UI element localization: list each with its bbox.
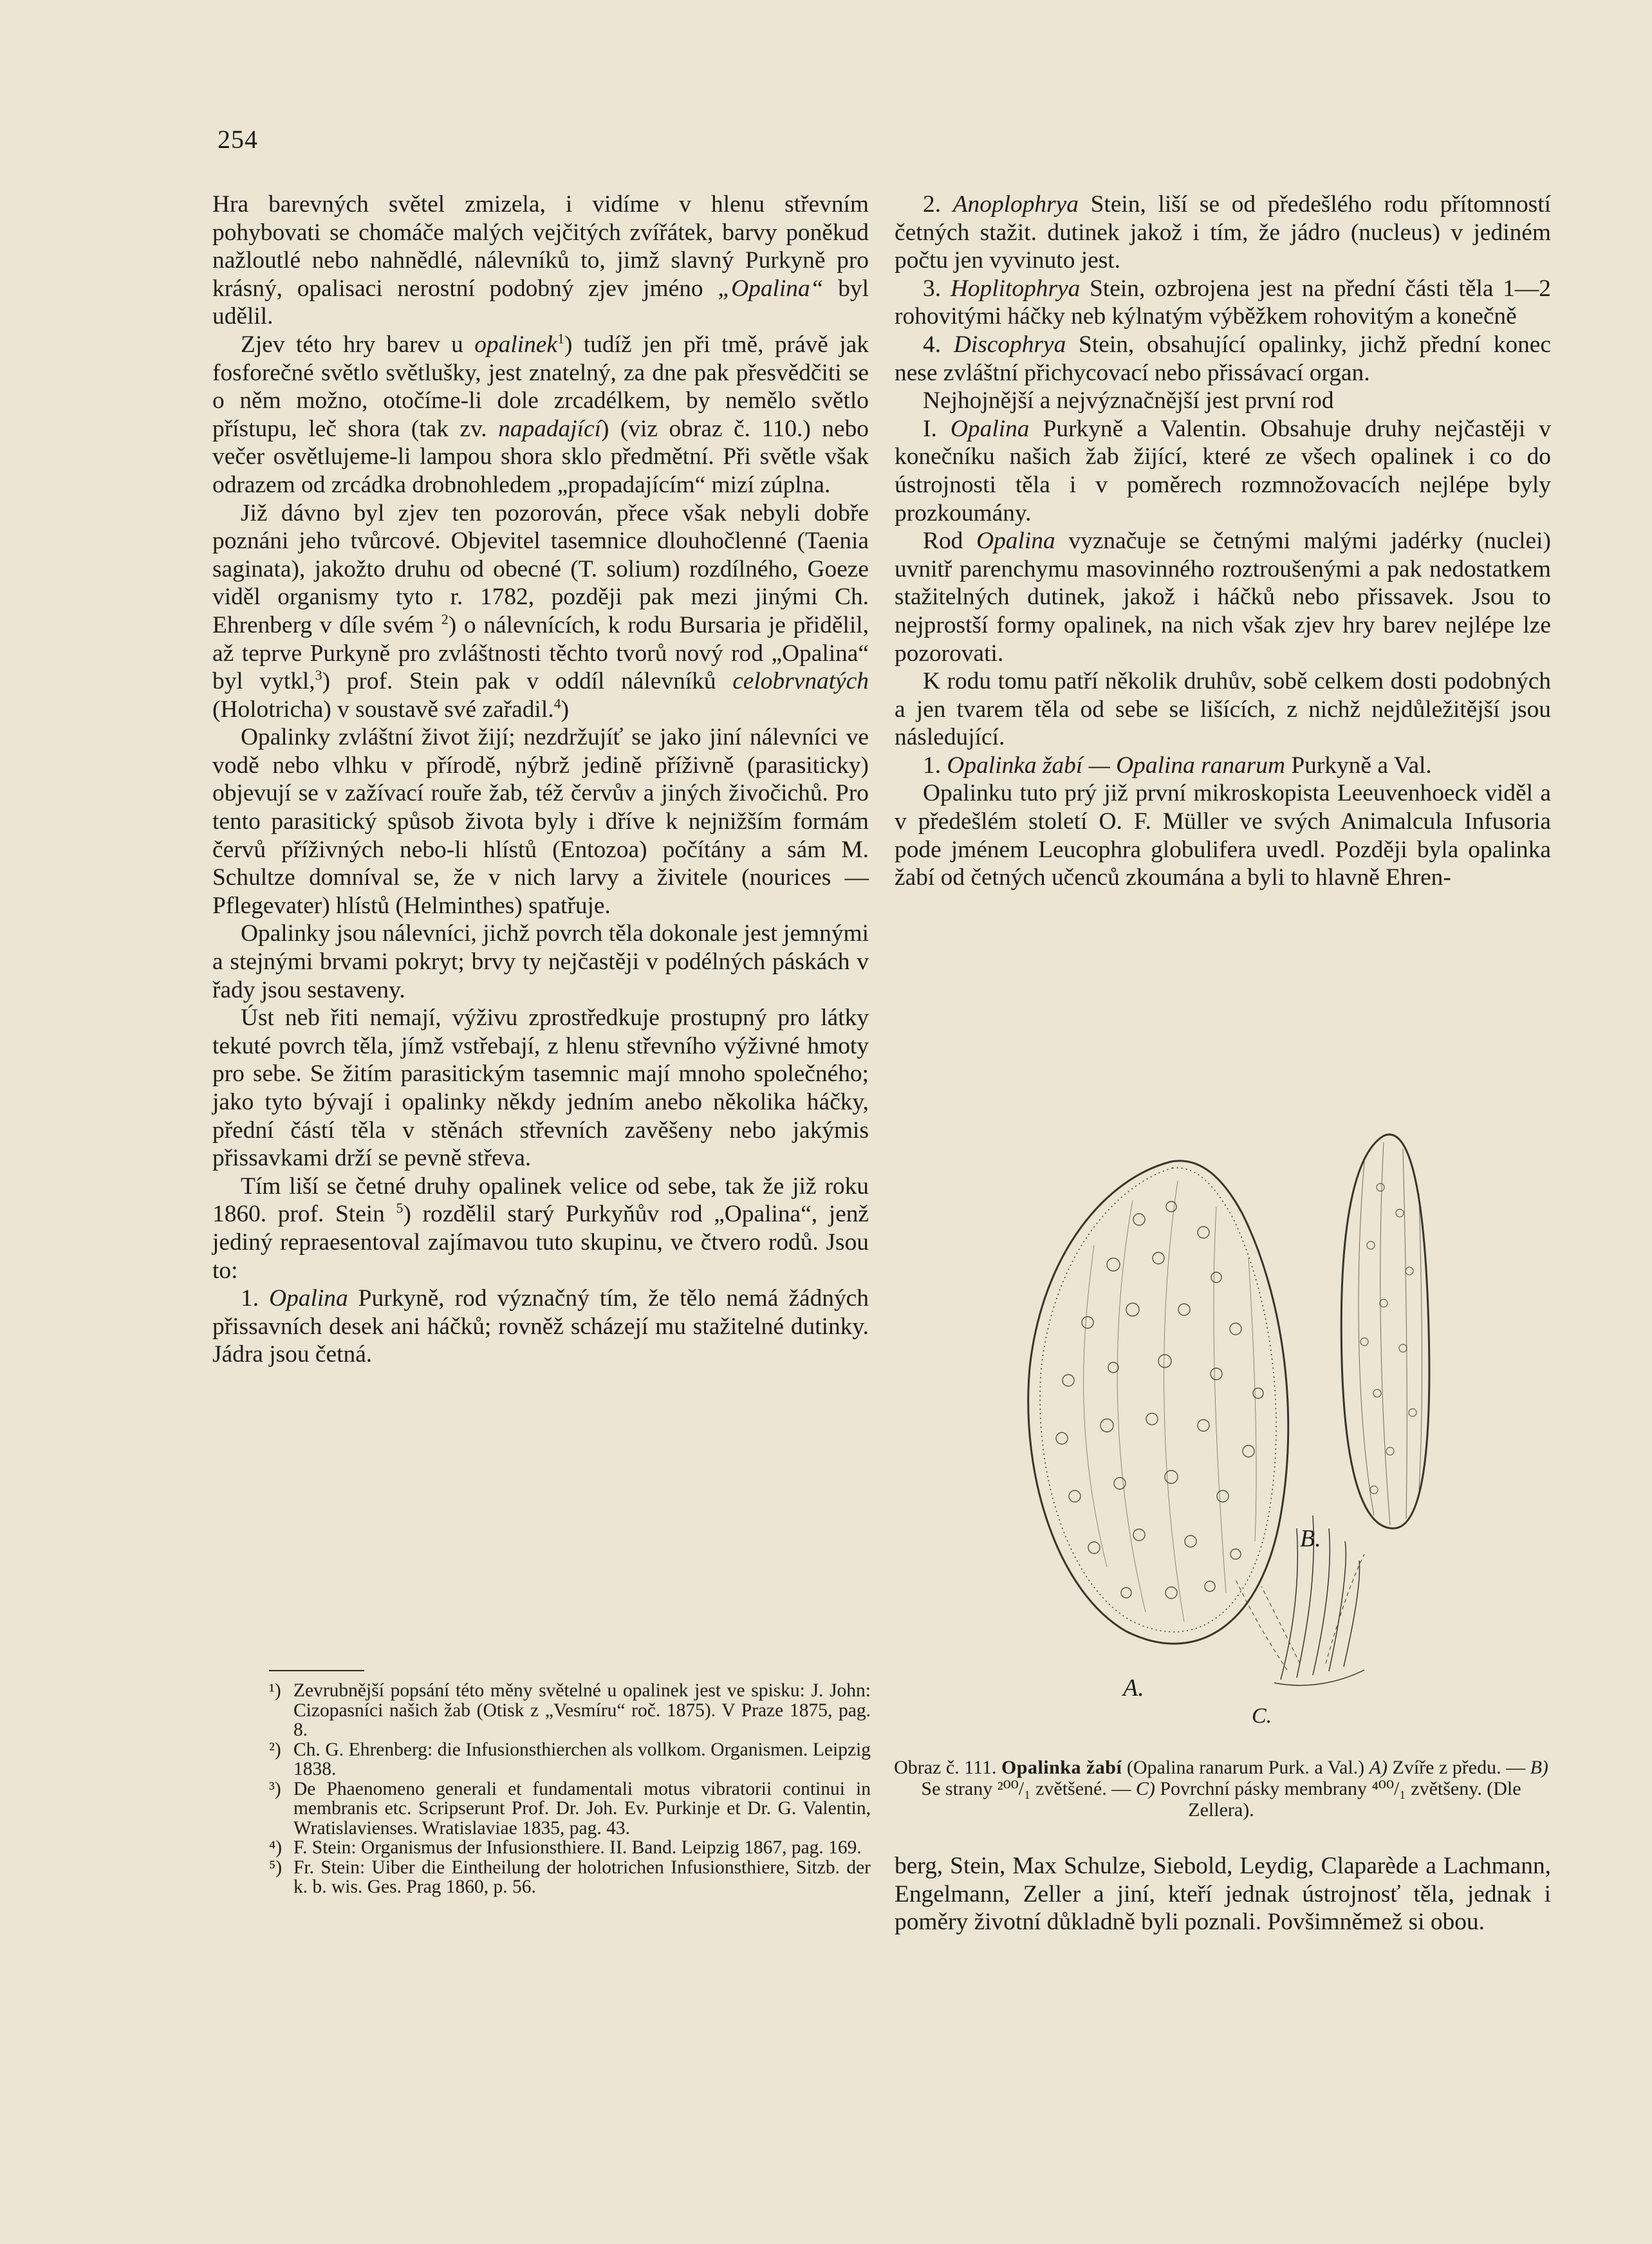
footnotes bbox=[269, 1681, 871, 1897]
figure-a-body bbox=[1028, 1161, 1288, 1644]
paragraph: 1. Opalina Purkyně, rod význačný tím, že tělo nemá žádných přissavních desek ani háčků; rovněž scházejí mu stažitelné dutinky. Jádra jsou četná. bbox=[212, 1285, 869, 1368]
paragraph: Rod Opalina vyznačuje se četnými malými jadérky (nuclei) uvnitř parenchymu masovinného roztroušenými a pak nedostatkem stažitelných dutinek, jakož i háčků nebo přissavek. Jsou to nejprostší formy opalinek, na nich však zjev hry barev nejlépe lze pozorovati. bbox=[895, 528, 1551, 667]
paragraph: Nejhojnější a nejvýznačnější jest první rod bbox=[923, 387, 1334, 414]
paragraph: 1. Opalinka žabí — Opalina ranarum Purkyně a Val. bbox=[923, 752, 1432, 779]
paragraph: Úst neb řiti nemají, výživu zprostředkuje prostupný pro látky tekuté povrch těla, jímž vstřebají, z hlenu střevního výživné hmoty pro sebe. Se žitím parasitickým tasemnic mají mnoho společného; jako tyto bývají i opalinky někdy jedním anebo několika háčky, přední částí těla v stěnách střevních zavěšeny nebo jakýmis přissavkami drží se pevně střeva. bbox=[212, 1005, 869, 1172]
paragraph: Tím liší se četné druhy opalinek velice od sebe, tak že již roku 1860. prof. Stein $^5$) rozdělil starý Purkyňův rod „Opalina“, jenž jediný repraesentoval zajímavou tuto skupinu, ve čtvero rodů. Jsou to: bbox=[212, 1173, 869, 1284]
figure-label-c: C. bbox=[1252, 1704, 1272, 1728]
paragraph: Hra barevných světel zmizela, i vidíme v hlenu střevním pohybovati se chomáče malých vejčitých zvířátek, barvy poněkud nažloutlé nebo nahnědlé, nálevníků to, jimž slavný Purkyně pro krásný, opalisaci nerostní podobný zjev jméno „Opalina“ byl udělil. bbox=[212, 191, 869, 330]
right-column bbox=[895, 190, 1551, 892]
paragraph: berg, Stein, Max Schulze, Siebold, Leydig, Claparède a Lachmann, Engelmann, Zeller a jiní, kteří jednak ústrojnosť těla, jednak i poměry životní důkladně byli poznali. Povšimněmež si obou. bbox=[895, 1853, 1551, 1936]
footnote: ¹) Zevrubnější popsání této měny světelné u opalinek jest ve spisku: J. John: Cizopasníci našich žab (Otisk z „Vesmíru“ roč. 1875). V Praze 1875, pag. 8. bbox=[269, 1680, 871, 1740]
footnote: ⁴) F. Stein: Organismus der Infusionsthiere. II. Band. Leipzig 1867, pag. 169. bbox=[269, 1837, 862, 1858]
paragraph: 2. Anoplophrya Stein, liší se od předešlého rodu přítomností četných stažit. dutinek jakož i tím, že jádro (nucleus) v jediném počtu jen vyvinuto jest. bbox=[895, 191, 1551, 274]
figure-label-b: B. bbox=[1300, 1525, 1321, 1552]
opalina-figure bbox=[1004, 1117, 1557, 1728]
paragraph: K rodu tomu patří několik druhův, sobě celkem dosti podobných a jen tvarem těla od sebe se lišících, z nichž nejdůležitější jsou následující. bbox=[895, 668, 1551, 751]
paragraph: Opalinky jsou nálevníci, jichž povrch těla dokonale jest jemnými a stejnými brvami pokryt; brvy ty nejčastěji v podélných páskách v řady jsou sestaveny. bbox=[212, 920, 869, 1003]
figure-caption: Obraz č. 111. Opalinka žabí (Opalina ranarum Purk. a Val.) A) Zvíře z předu. — B) Se strany ²⁰⁰/₁ zvětšené. — C) Povrchní pásky membrany ⁴⁰⁰/₁ zvětšeny. (Dle Zellera). bbox=[894, 1757, 1548, 1821]
footnote: ²) Ch. G. Ehrenberg: die Infusionsthierchen als vollkom. Organismen. Leipzig 1838. bbox=[269, 1739, 871, 1779]
footnote: ⁵) Fr. Stein: Uiber die Eintheilung der holotrichen Infusionsthiere, Sitzb. der k. b. wis. Ges. Prag 1860, p. 56. bbox=[269, 1857, 871, 1897]
paragraph: I. Opalina Purkyně a Valentin. Obsahuje druhy nejčastěji v konečníku našich žab žijící, které ze všech opalinek i co do ústrojnosti těla i v poměrech rozmnožovacích nejlépe byly prozkoumány. bbox=[895, 415, 1551, 526]
figure-b-body bbox=[1341, 1135, 1429, 1528]
paragraph: Opalinky zvláštní život žijí; nezdržujíť se jako jiní nálevníci ve vodě nebo vlhku v přírodě, nýbrž jedině příživně (parasiticky) objevují se v zažívací rouře žab, též červův a jiných živočichů. Pro tento parasitický spůsob života byly i dříve k nejnižším formám červů příživných nebo-li hlístů (Entozoa) počítány a sám M. Schultze domníval se, že v nich larvy a živitele (nourices — Pflegevater) hlístů (Helminthes) spatřuje. bbox=[212, 724, 869, 919]
paragraph: Opalinku tuto prý již první mikroskopista Leeuvenhoeck viděl a v předešlém století O. F. Müller ve svých Animalcula Infusoria pode jménem Leucophra globulifera uvedl. Později byla opalinka žabí od četných učenců zkoumána a byli to hlavně Ehren- bbox=[895, 780, 1551, 891]
paragraph: Zjev této hry barev u opalinek$^1$) tudíž jen při tmě, právě jak fosforečné světlo světlušky, jest znatelný, za dne pak přesvědčiti se o něm možno, otočíme-li dole zrcadélkem, by nemělo světlo přístupu, leč shora (tak zv. napadající) (viz obraz č. 110.) nebo večer osvětlujeme-li lampou shora sklo předmětní. Při světle však odrazem od zrcádka drobnohledem „propadajícím“ mizí zúplna. bbox=[212, 330, 869, 498]
left-column bbox=[212, 190, 869, 1369]
paragraph: 3. Hoplitophrya Stein, ozbrojena jest na přední části těla 1—2 rohovitými háčky neb kýlnatým výběžkem rohovitým a konečně bbox=[895, 275, 1551, 330]
footnote: ³) De Phaenomeno generali et fundamentali motus vibratorii continui in membranis etc. Scripserunt Prof. Dr. Joh. Ev. Purkinje et Dr. G. Valentin, Wratislavienses. Wratislaviae 1835, pag. 43. bbox=[269, 1778, 871, 1839]
right-column-continuation bbox=[895, 1852, 1551, 1936]
paragraph: Již dávno byl zjev ten pozorován, přece však nebyli dobře poznáni jeho tvůrcové. Objevitel tasemnice dlouhočlenné (Taenia saginata), jakožto druhu od obecné (T. solium) rozdílného, Goeze viděl organismy tyto r. 1782, později pak mezi jinými Ch. Ehrenberg v díle svém $^2$) o nálevnících, k rodu Bursaria je přidělil, až teprve Purkyně pro zvláštnosti těchto tvorů nový rod „Opalina“ byl vytkl,$^3$) prof. Stein pak v oddíl nálevníků celobrvnatých (Holotricha) v soustavě své zařadil.$^4$) bbox=[212, 499, 869, 723]
page-number: 254 bbox=[218, 125, 258, 154]
paragraph: 4. Discophrya Stein, obsahující opalinky, jichž přední konec nese zvláštní přichycovací nebo přissávací organ. bbox=[895, 331, 1551, 386]
footnote-rule bbox=[269, 1670, 364, 1671]
figure-label-a: A. bbox=[1123, 1674, 1144, 1702]
